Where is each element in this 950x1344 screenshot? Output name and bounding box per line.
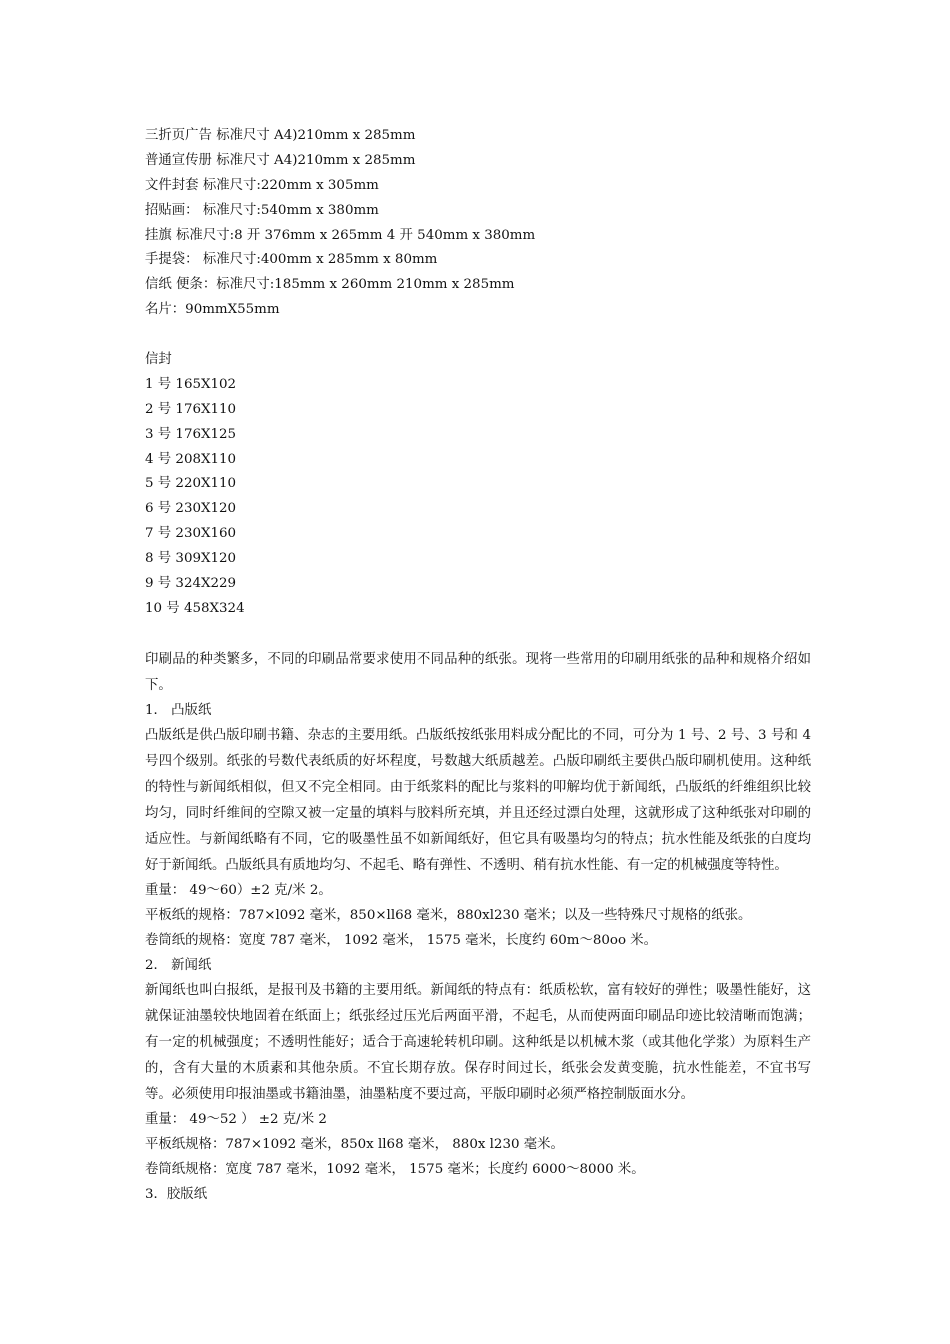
- section-body: 新闻纸也叫白报纸，是报刊及书籍的主要用纸。新闻纸的特点有：纸质松软，富有较好的弹性；吸墨性能好，这就保证油墨较快地固着在纸面上；纸张经过压光后两面平滑，不起毛，从而使两面印刷品印迹比较清晰而饱满；有一定的机械强度；不透明性能好；适合于高速轮转机印刷。这种纸是以机械木浆（或其他化学浆）为原料生产的，含有大量的木质素和其他杂质。不宜长期存放。保存时间过长，纸张会发黄变脆，抗水性能差，不宜书写等。必须使用印报油墨或书籍油墨，油墨粘度不要过高，平版印刷时必须严格控制版面水分。: [145, 983, 811, 1103]
- roll-spec: 卷筒纸规格：宽度 787 毫米，1092 毫米， 1575 毫米；长度约 6000～8000 米。: [145, 1161, 645, 1177]
- envelope-item: 8 号 309X120: [145, 551, 237, 567]
- flat-sheet-spec: 平板纸规格：787×1092 毫米，850x ll68 毫米， 880x l230 毫米。: [145, 1136, 564, 1152]
- envelope-list: [145, 348, 811, 622]
- envelope-item: 10 号 458X324: [145, 600, 245, 616]
- spacer: [145, 323, 811, 348]
- section-body: 凸版纸是供凸版印刷书籍、杂志的主要用纸。凸版纸按纸张用料成分配比的不同，可分为 1 号、2 号、3 号和 4 号四个级别。纸张的号数代表纸质的好坏程度，号数越大纸质越差。凸版印刷纸主要供凸版印刷机使用。这种纸的特性与新闻纸相似，但又不完全相同。由于纸浆料的配比与浆料的叩解均优于新闻纸，凸版纸的纤维组织比较均匀，同时纤维间的空隙又被一定量的填料与胶料所充填，并且还经过漂白处理，这就形成了这种纸张对印刷的适应性。与新闻纸略有不同，它的吸墨性虽不如新闻纸好，但它具有吸墨均匀的特点；抗水性能及纸张的白度均好于新闻纸。凸版纸具有质地均匀、不起毛、略有弹性、不透明、稍有抗水性能、有一定的机械强度等特性。: [145, 728, 811, 873]
- size-item: 信纸 便条：标准尺寸:185mm x 260mm 210mm x 285mm: [145, 277, 515, 293]
- envelope-item: 6 号 230X120: [145, 501, 237, 517]
- weight-spec: 重量： 49～52 ） ±2 克/米 2: [145, 1111, 327, 1127]
- flat-sheet-spec: 平板纸的规格：787×l092 毫米，850×ll68 毫米，880xl230 毫米；以及一些特殊尺寸规格的纸张。: [145, 907, 752, 923]
- size-list: [145, 124, 811, 323]
- spacer: [145, 622, 811, 647]
- intro-paragraph: 印刷品的种类繁多，不同的印刷品常要求使用不同品种的纸张。现将一些常用的印刷用纸张的品种和规格介绍如下。: [145, 651, 811, 693]
- size-item: 招贴画： 标准尺寸:540mm x 380mm: [145, 202, 379, 218]
- size-item: 手提袋： 标准尺寸:400mm x 285mm x 80mm: [145, 252, 438, 268]
- envelope-item: 3 号 176X125: [145, 426, 237, 442]
- envelope-item: 4 号 208X110: [145, 451, 237, 467]
- size-item: 挂旗 标准尺寸:8 开 376mm x 265mm 4 开 540mm x 380mm: [145, 227, 536, 243]
- size-item: 普通宣传册 标准尺寸 A4)210mm x 285mm: [145, 152, 416, 168]
- envelope-item: 1 号 165X102: [145, 376, 237, 392]
- size-item: 三折页广告 标准尺寸 A4)210mm x 285mm: [145, 128, 416, 143]
- weight-spec: 重量： 49～60）±2 克/米 2。: [145, 882, 332, 898]
- roll-spec: 卷筒纸的规格：宽度 787 毫米， 1092 毫米， 1575 毫米，长度约 60m～80oo 米。: [145, 932, 658, 948]
- section-letterpress-paper: [145, 699, 811, 954]
- size-item: 文件封套 标准尺寸:220mm x 305mm: [145, 177, 379, 193]
- envelope-title: 信封: [145, 352, 172, 368]
- section-heading: 3．胶版纸: [145, 1186, 208, 1202]
- section-heading: 2． 新闻纸: [145, 957, 212, 973]
- envelope-item: 7 号 230X160: [145, 526, 237, 542]
- document-page: [145, 124, 811, 1208]
- size-item: 名片：90mmX55mm: [145, 302, 280, 318]
- section-offset-paper: [145, 1183, 811, 1208]
- envelope-item: 5 号 220X110: [145, 476, 237, 492]
- envelope-item: 9 号 324X229: [145, 576, 237, 592]
- envelope-item: 2 号 176X110: [145, 401, 237, 417]
- section-heading: 1． 凸版纸: [145, 702, 212, 718]
- section-newsprint: [145, 954, 811, 1183]
